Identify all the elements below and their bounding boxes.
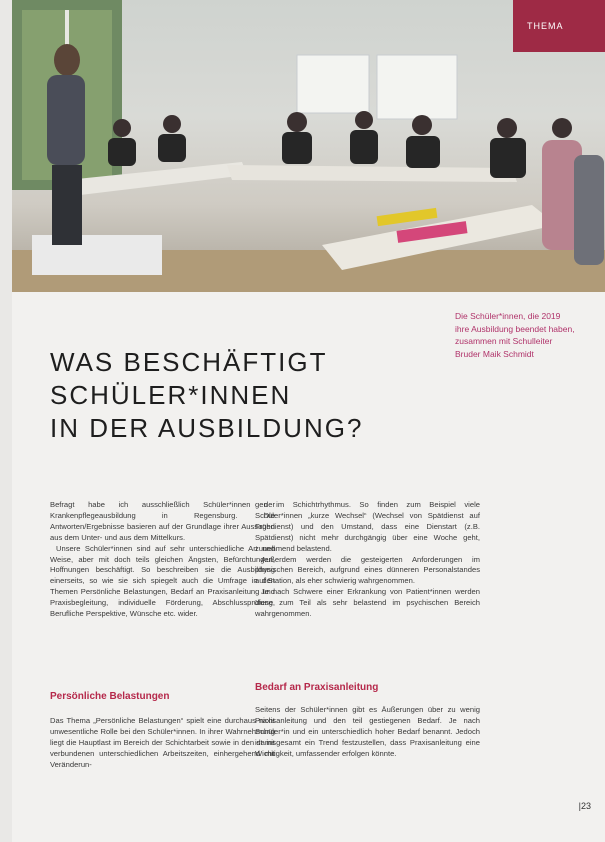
paragraph: Seitens der Schüler*innen gibt es Äußerungen über zu wenig Praxisanleitung und den teil gestiegenen Bedarf. Je nach Schüler*in und ein unterschiedlich hoher Bedarf benannt. Jedoch ist insgesamt ein Trend festzustellen, dass Praxisanleitung eine Wichtigkeit, umfassender erfolgen könnte. (255, 705, 480, 758)
section-practice-guidance-text (255, 705, 480, 760)
body-column-1 (50, 500, 275, 620)
section-tab: THEMA (513, 0, 605, 52)
body-column-2 (255, 500, 480, 620)
headline-line-3: IN DER AUSBILDUNG? (50, 413, 364, 443)
headline-line-1: WAS BESCHÄFTIGT (50, 347, 328, 377)
subhead-practice-guidance: Bedarf an Praxisanleitung (255, 682, 379, 693)
page-number: |23 (578, 801, 591, 811)
paragraph: Das Thema „Persönliche Belastungen“ spielt eine durchaus nicht unwesentliche Rolle bei den Schüler*innen. In ihrer Wahrnehmung liegt die Hauptlast im Bereich der Schichtarbeit sowie in den damit verbundenen unterschiedlichen Arbeitszeiten, einhergehend mit Veränderun- (50, 716, 275, 769)
paragraph: Außerdem werden die gesteigerten Anforderungen im physischen Bereich, aufgrund eines dünneren Personalstandes auf Station, als eher schwierig wahrgenommen. (255, 554, 480, 586)
magazine-page (12, 0, 605, 842)
section-personal-stress-text (50, 716, 275, 771)
paragraph: gen im Schichtrhythmus. So finden zum Beispiel viele Schüler*innen „kurze Wechsel“ (Wechsel von Spätdienst auf Frühdienst) und den Umstand, dass eine Dienstart (z.B. Spätdienst) nicht mehr durchgängig über eine Woche geht, zunehmend belastend. (255, 500, 480, 553)
photo-caption: Die Schüler*innen, die 2019 ihre Ausbildung beendet haben, zusammen mit Schulleiter Bruder Maik Schmidt (455, 311, 575, 359)
subhead-personal-stress: Persönliche Belastungen (50, 691, 170, 702)
classroom-photo (12, 0, 605, 292)
paragraph: Unsere Schüler*innen sind auf sehr unterschiedliche Art und Weise, aber mit doch teils gleichen Ängsten, Befürchtungen, Hoffnungen beschäftigt. So beschreiben sie die Ausbildung einerseits, so wie sie sich spiegelt auch die Umfrage in den Themen Persönliche Belastungen, Bedarf an Praxisanleitung und Praxisbegleitung, individuelle Förderung, Abschlussprüfung, Berufliche Perspektive, Wünsche etc. wider. (50, 543, 275, 619)
paragraph: Je nach Schwere einer Erkrankung von Patient*innen werden diese zum Teil als sehr belastend im psychischen Bereich wahrgenommen. (255, 587, 480, 619)
headline-line-2: SCHÜLER*INNEN (50, 380, 292, 410)
article-headline (50, 346, 450, 445)
paragraph: Befragt habe ich ausschließlich Schüler*innen der Krankenpflegeausbildung in Regensburg. Die Antworten/Ergebnisse basieren auf der Grundlage ihrer Aussagen aus dem Unter- und aus dem Mittelkurs. (50, 500, 275, 542)
